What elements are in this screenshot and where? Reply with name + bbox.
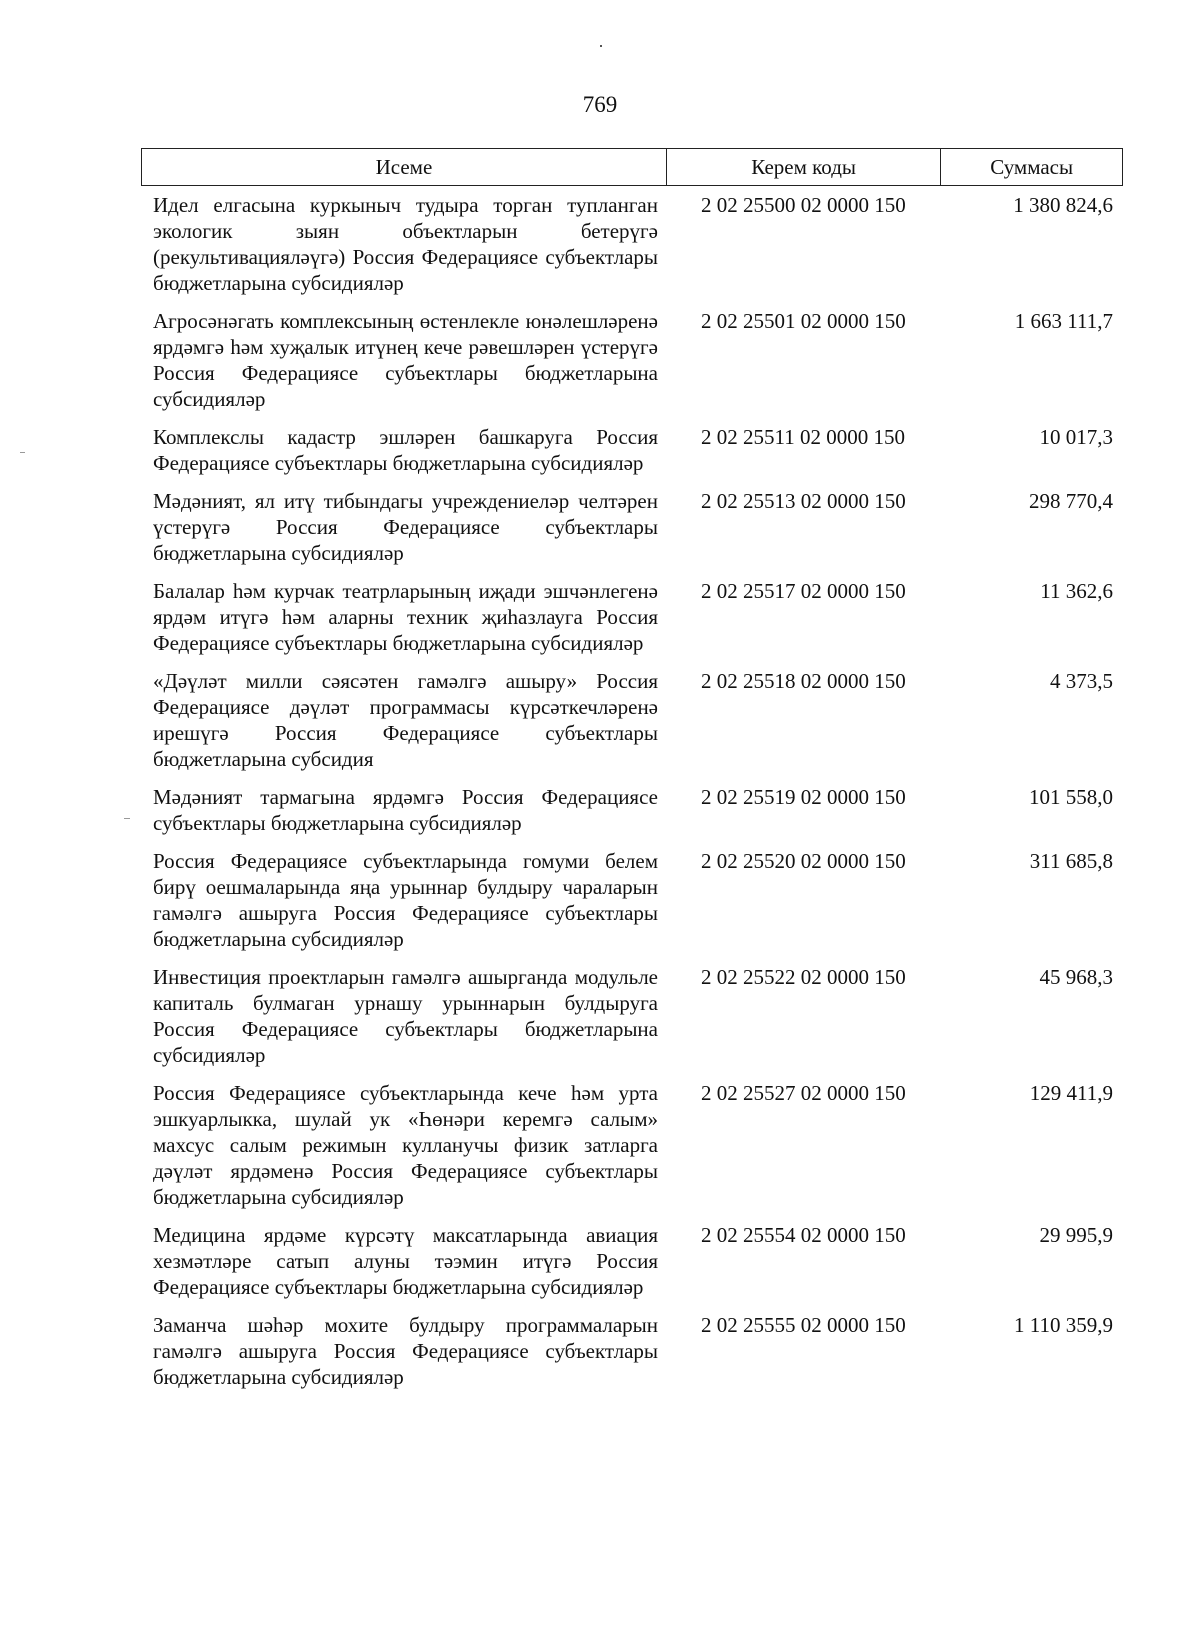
row-code: 2 02 25527 02 0000 150 [701, 1081, 906, 1105]
table-row [141, 578, 1123, 656]
row-name: Агросәнәгать комплексының өстенлекле юнәлешләренә ярдәмгә һәм хуҗалык итүнең кече рәвешләрен үстерүгә Россия Федерациясе субъектлары бюджетларына субсидияләр [153, 309, 658, 411]
row-code: 2 02 25511 02 0000 150 [701, 425, 905, 449]
table-row [141, 848, 1123, 952]
row-code: 2 02 25517 02 0000 150 [701, 579, 906, 603]
table-row [141, 668, 1123, 772]
page-number: 769 [582, 92, 618, 117]
row-code: 2 02 25500 02 0000 150 [701, 193, 906, 217]
row-sum: 1 663 111,7 [1014, 309, 1113, 333]
row-name: «Дәүләт милли сәясәтен гамәлгә ашыру» Россия Федерациясе дәүләт программасы күрсәткечләренә ирешүгә Россия Федерациясе субъектлары бюджетларына субсидия [153, 669, 658, 771]
row-code: 2 02 25519 02 0000 150 [701, 785, 906, 809]
row-sum: 129 411,9 [1029, 1081, 1113, 1105]
table-row [141, 424, 1123, 476]
header-code: Керем коды [667, 149, 941, 185]
header-name: Исеме [142, 149, 667, 185]
row-sum: 1 110 359,9 [1014, 1313, 1113, 1337]
row-name: Россия Федерациясе субъектларында гомуми белем бирү оешмаларында яңа урыннар булдыру чараларын гамәлгә ашыруга Россия Федерациясе субъектлары бюджетларына субсидияләр [153, 849, 658, 951]
row-sum: 11 362,6 [1040, 579, 1113, 603]
row-sum: 298 770,4 [1029, 489, 1113, 513]
row-code: 2 02 25522 02 0000 150 [701, 965, 906, 989]
table-header-row [141, 148, 1123, 186]
table-row [141, 308, 1123, 412]
scan-speck [600, 45, 602, 47]
table-row [141, 1312, 1123, 1390]
row-code: 2 02 25554 02 0000 150 [701, 1223, 906, 1247]
row-code: 2 02 25513 02 0000 150 [701, 489, 906, 513]
row-code: 2 02 25520 02 0000 150 [701, 849, 906, 873]
row-sum: 101 558,0 [1029, 785, 1113, 809]
row-sum: 10 017,3 [1039, 425, 1113, 449]
row-code: 2 02 25555 02 0000 150 [701, 1313, 906, 1337]
row-name: Мәдәният тармагына ярдәмгә Россия Федерациясе субъектлары бюджетларына субсидияләр [153, 785, 658, 835]
row-sum: 29 995,9 [1039, 1223, 1113, 1247]
row-code: 2 02 25518 02 0000 150 [701, 669, 906, 693]
budget-table [141, 148, 1123, 1390]
row-name: Идел елгасына куркыныч тудыра торган тупланган экологик зыян объектларын бетерүгә (рекультивацияләүгә) Россия Федерациясе субъектлары бюджетларына субсидияләр [153, 193, 658, 295]
row-name: Комплекслы кадастр эшләрен башкаруга Россия Федерациясе субъектлары бюджетларына субсидияләр [153, 425, 658, 475]
row-name: Балалар һәм курчак театрларының иҗади эшчәнлегенә ярдәм итүгә һәм аларны техник җиһазлауга Россия Федерациясе субъектлары бюджетларына субсидияләр [153, 579, 658, 655]
table-row [141, 964, 1123, 1068]
table-row [141, 1080, 1123, 1210]
scan-speck [124, 818, 130, 819]
row-name: Медицина ярдәме күрсәтү максатларында авиация хезмәтләре сатып алуны тәэмин итүгә Россия Федерациясе субъектлары бюджетларына субсидияләр [153, 1223, 658, 1299]
table-row [141, 488, 1123, 566]
scan-speck [20, 452, 25, 453]
row-sum: 4 373,5 [1050, 669, 1113, 693]
row-name: Заманча шәһәр мохите булдыру программаларын гамәлгә ашыруга Россия Федерациясе субъектлары бюджетларына субсидияләр [153, 1313, 658, 1389]
row-sum: 45 968,3 [1039, 965, 1113, 989]
table-row [141, 192, 1123, 296]
table-row [141, 1222, 1123, 1300]
row-code: 2 02 25501 02 0000 150 [701, 309, 906, 333]
table-row [141, 784, 1123, 836]
row-sum: 1 380 824,6 [1013, 193, 1113, 217]
row-name: Россия Федерациясе субъектларында кече һәм урта эшкуарлыкка, шулай ук «Һөнәри керемгә салым» махсус салым режимын кулланучы физик затларга дәүләт ярдәменә Россия Федерациясе субъектлары бюджетларына субсидияләр [153, 1081, 658, 1209]
header-sum: Суммасы [990, 154, 1074, 179]
row-sum: 311 685,8 [1029, 849, 1113, 873]
row-name: Инвестиция проектларын гамәлгә ашырганда модульле капиталь булмаган урнашу урыннарын булдыруга Россия Федерациясе субъектлары бюджетларына субсидияләр [153, 965, 658, 1067]
row-name: Мәдәният, ял итү тибындагы учреждениеләр челтәрен үстерүгә Россия Федерациясе субъектлары бюджетларына субсидияләр [153, 489, 658, 565]
